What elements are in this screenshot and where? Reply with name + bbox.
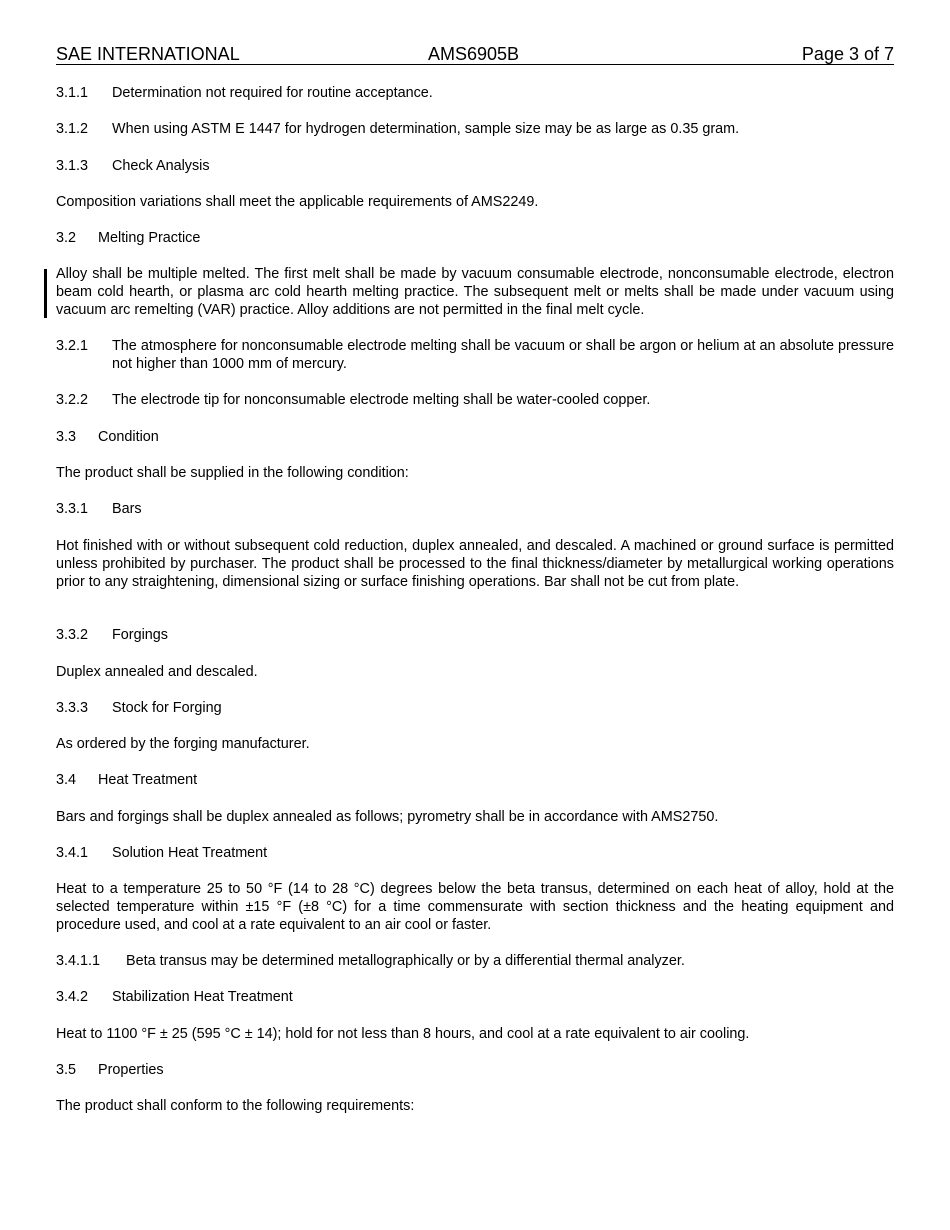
paragraph-stabilization-heat-treatment: Heat to 1100 °F ± 25 (595 °C ± 14); hold for not less than 8 hours, and cool at a rate equivalent to air cooling. xyxy=(56,1026,750,1042)
section-number: 3.1.1 xyxy=(56,85,89,101)
paragraph-properties: The product shall conform to the following requirements: xyxy=(56,1098,415,1114)
section-title: Solution Heat Treatment xyxy=(112,845,268,861)
section-3-1-3-heading xyxy=(56,157,894,175)
paragraph-solution-heat-treatment: Heat to a temperature 25 to 50 °F (14 to 28 °C) degrees below the beta transus, determined on each heat of alloy, hold at the selected temperature within ±15 °F (±8 °C) for a time commensurate with section thickness and the heating equipment and procedure used, and cool at a rate equivalent to an air cool or faster. xyxy=(56,881,894,933)
section-title: Forgings xyxy=(112,627,168,643)
section-title: Stabilization Heat Treatment xyxy=(112,989,293,1005)
section-number: 3.4.1 xyxy=(56,845,89,861)
section-number: 3.4.1.1 xyxy=(56,953,101,969)
section-title: Check Analysis xyxy=(112,158,210,174)
header-org: SAE INTERNATIONAL xyxy=(56,44,240,64)
section-3-4-1-1 xyxy=(56,952,894,970)
section-number: 3.3.2 xyxy=(56,627,89,643)
header-page-number: Page 3 of 7 xyxy=(801,44,894,64)
paragraph-stock-for-forging: As ordered by the forging manufacturer. xyxy=(56,736,310,752)
paragraph-check-analysis: Composition variations shall meet the applicable requirements of AMS2249. xyxy=(56,194,539,210)
section-title: Properties xyxy=(98,1062,164,1078)
section-3-3-heading xyxy=(56,428,894,446)
paragraph-forgings: Duplex annealed and descaled. xyxy=(56,664,258,680)
paragraph-bars: Hot finished with or without subsequent cold reduction, duplex annealed, and descaled. A machined or ground surface is permitted unless prohibited by purchaser. The product shall be processed to the final thickness/diameter by metallurgical working operations prior to any straightening, dimensional sizing or surface finishing operations. Bar shall not be cut from plate. xyxy=(56,538,894,590)
section-3-4-heading xyxy=(56,771,894,789)
section-text: Beta transus may be determined metallographically or by a differential thermal analyzer. xyxy=(126,953,685,969)
section-number: 3.4.2 xyxy=(56,989,89,1005)
section-3-2-heading xyxy=(56,229,894,247)
section-title: Condition xyxy=(98,429,159,445)
section-3-2-2 xyxy=(56,391,894,409)
section-title: Heat Treatment xyxy=(98,772,198,788)
section-number: 3.3.3 xyxy=(56,700,89,716)
paragraph-melting-practice: Alloy shall be multiple melted. The first melt shall be made by vacuum consumable electrode, nonconsumable electrode, electron beam cold hearth, or plasma arc cold hearth melting practice. The subsequent melt or melts shall be made under vacuum using vacuum arc remelting (VAR) practice. Alloy additions are not permitted in the final melt cycle. xyxy=(56,266,894,318)
section-3-5-heading xyxy=(56,1061,894,1079)
section-3-4-1-heading xyxy=(56,844,894,862)
section-3-4-2-heading xyxy=(56,988,894,1006)
section-3-1-1 xyxy=(56,84,894,102)
section-3-1-2 xyxy=(56,120,894,138)
section-text: When using ASTM E 1447 for hydrogen determination, sample size may be as large as 0.35 gram. xyxy=(112,121,740,137)
section-title: Melting Practice xyxy=(98,230,201,246)
section-number: 3.2.2 xyxy=(56,392,89,408)
header-doc-id: AMS6905B xyxy=(428,44,520,64)
section-3-3-1-heading xyxy=(56,500,894,518)
section-number: 3.1.3 xyxy=(56,158,89,174)
paragraph-heat-treatment: Bars and forgings shall be duplex annealed as follows; pyrometry shall be in accordance with AMS2750. xyxy=(56,809,719,825)
section-text: Determination not required for routine acceptance. xyxy=(112,85,433,101)
section-title: Bars xyxy=(112,501,142,517)
section-number: 3.1.2 xyxy=(56,121,89,137)
section-3-3-3-heading xyxy=(56,699,894,717)
section-number: 3.3.1 xyxy=(56,501,89,517)
section-text: The electrode tip for nonconsumable electrode melting shall be water-cooled copper. xyxy=(112,392,651,408)
section-number: 3.2.1 xyxy=(56,338,89,354)
section-title: Stock for Forging xyxy=(112,700,222,716)
section-number: 3.4 xyxy=(56,772,77,788)
section-number: 3.2 xyxy=(56,230,77,246)
section-3-2-1 xyxy=(56,337,894,373)
section-number: 3.3 xyxy=(56,429,77,445)
revision-change-bar xyxy=(44,269,47,318)
section-number: 3.5 xyxy=(56,1062,77,1078)
page-header xyxy=(56,44,894,65)
section-text: The atmosphere for nonconsumable electrode melting shall be vacuum or shall be argon or helium at an absolute pressure not higher than 1000 mm of mercury. xyxy=(112,338,894,372)
paragraph-condition: The product shall be supplied in the following condition: xyxy=(56,465,409,481)
section-3-3-2-heading xyxy=(56,626,894,644)
